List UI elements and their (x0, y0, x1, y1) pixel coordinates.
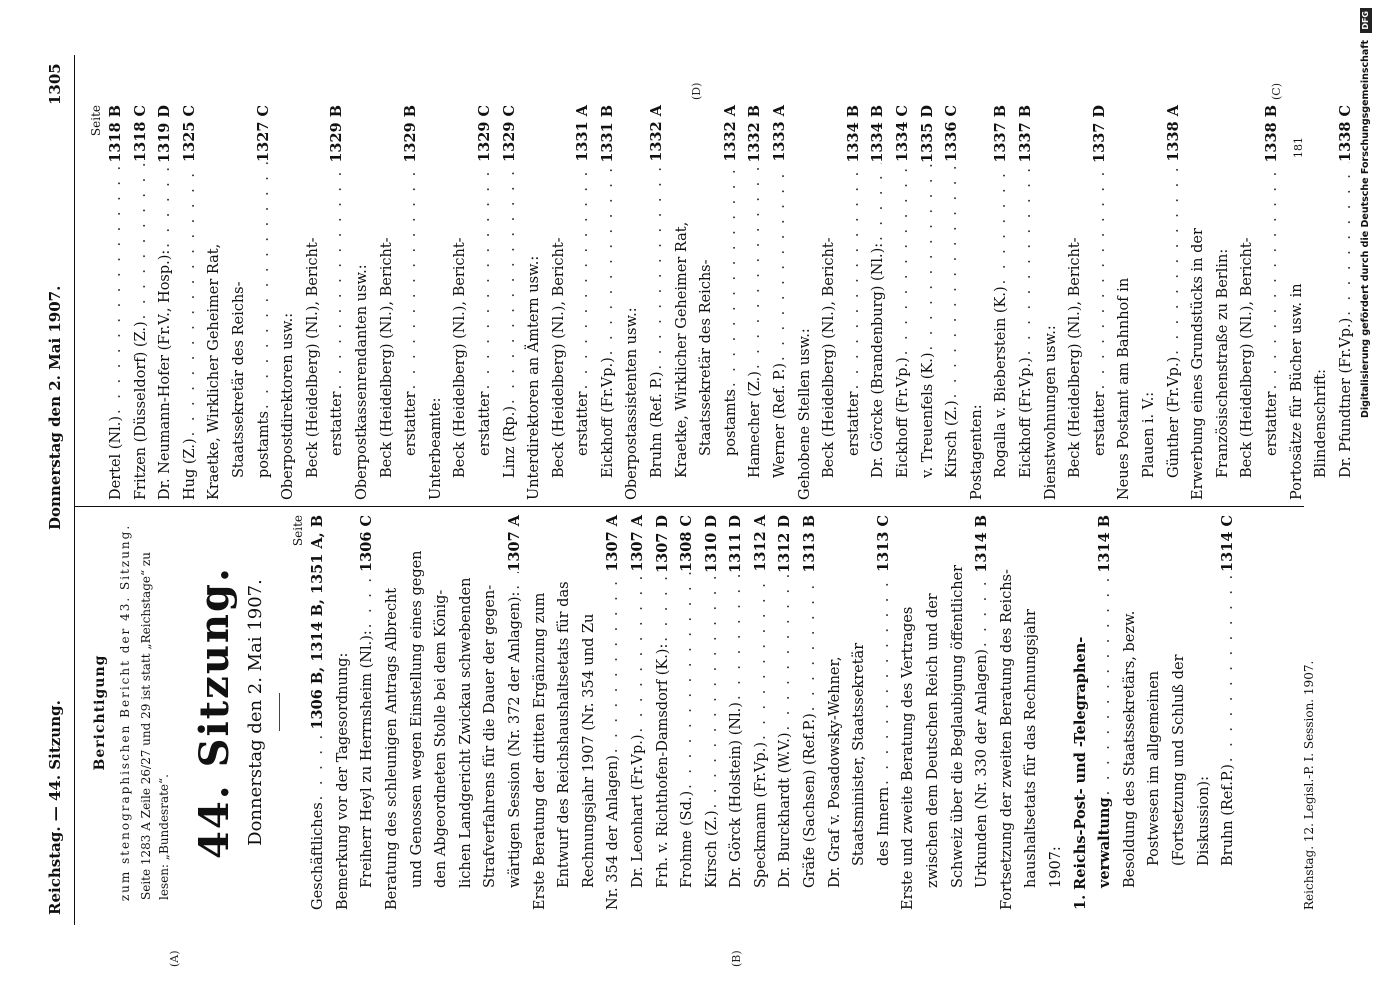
toc-entry-text: Eickhoff (Fr.Vp.) (1017, 357, 1034, 478)
toc-entry-text: Beck (Heidelberg) (Nl.), Bericht- (1067, 237, 1084, 478)
toc-entry-text: Hamecher (Z.) (747, 371, 764, 478)
correction-subtitle: zum stenographischen Bericht der 43. Sitzung. (117, 523, 132, 902)
toc-entry-text: Dr. Neumann-Hofer (Fr.V., Hosp.): (157, 249, 174, 500)
leader-dots (891, 162, 916, 357)
toc-entry-text: Freiherr Heyl zu Herrnsheim (Nl.): (359, 630, 376, 888)
toc-entry-page: 1307 A (505, 515, 523, 572)
toc-entry (306, 515, 331, 910)
toc-entry (1069, 515, 1094, 910)
toc-entry-text: Schweiz über die Beglaubigung öffentlicher (949, 564, 966, 888)
toc-entry-text: Dr. Burckhardt (W.V.) (777, 732, 794, 888)
toc-entry (749, 515, 774, 910)
toc-entry-text: den Abgeordneten Stolle bei dem König- (433, 589, 450, 888)
toc-entry (743, 105, 768, 500)
toc-entry-text: Frh. v. Richthofen-Damsdorf (K.): (654, 643, 671, 888)
toc-entry-text: Französischenstraße zu Berlin: (1214, 248, 1231, 478)
toc-entry-page: 1331 A (574, 105, 592, 162)
correction-line-1: Seite 1283 A Zeile 26/27 und 29 ist statt „Reichstage“ zu (139, 552, 154, 900)
leader-dots (153, 163, 178, 250)
toc-entry-text: Plauen i. V.: (1140, 391, 1157, 478)
toc-entry-page: 1329 C (500, 105, 518, 162)
toc-entry (700, 515, 725, 910)
toc-entry (1063, 105, 1088, 500)
toc-entry-text: und Genossen wegen Einstellung eines gegen (408, 550, 425, 888)
toc-entry (651, 515, 676, 910)
toc-entry-text: Postagenten: (968, 404, 985, 500)
header-rule (74, 55, 75, 925)
toc-entry (178, 105, 203, 500)
toc-entry-text: Beck (Heidelberg) (Nl.), Bericht- (550, 237, 567, 478)
toc-entry-text: Erste Beratung der dritten Ergänzung zum (531, 592, 548, 910)
toc-entry-text: Staatsminister, Staatssekretär (851, 642, 868, 866)
toc-entry-text: Gräfe (Sachsen) (Ref.P.) (802, 713, 819, 888)
leader-dots (970, 573, 995, 649)
toc-entry (1192, 515, 1217, 910)
toc-entry-page: 1312 A (751, 515, 769, 572)
toc-entry-page: 1310 D (702, 515, 720, 573)
toc-entry-text: Rogalla v. Bieberstein (K.) (993, 286, 1010, 478)
toc-entry (571, 105, 596, 500)
toc-entry-page: 1312 D (776, 515, 794, 573)
toc-entry-text: Blindenschrift: (1313, 368, 1330, 478)
footer-signature: Reichstag. 12. Legisl.-P. I. Session. 1907. (1302, 660, 1316, 910)
toc-entry-page: 1332 A (721, 105, 739, 162)
footer-number: 181 (1292, 137, 1305, 158)
toc-entry (970, 515, 995, 910)
toc-entry (847, 515, 872, 910)
toc-entry-page: 1313 C (874, 515, 892, 572)
toc-entry-text: Portosätze für Bücher usw. in (1288, 283, 1305, 500)
toc-entry-page: 1314 C (1219, 515, 1237, 572)
toc-entry (473, 105, 498, 500)
toc-entry (724, 515, 749, 910)
leader-dots (596, 163, 621, 358)
toc-entry (896, 515, 921, 910)
toc-entry-text: Entwurf des Reichshaushaltsetats für das (556, 581, 573, 888)
toc-entry-page: 1314 B (1096, 515, 1114, 573)
toc-entry-text: Günther (Fr.Vp.) (1165, 356, 1182, 478)
seite-label: Seite (291, 515, 306, 547)
toc-entry-text: Beck (Heidelberg) (Nl.), Bericht- (304, 237, 321, 478)
toc-entry-page: 1306 C (358, 515, 376, 572)
toc-entry (946, 515, 971, 910)
toc-entry (375, 105, 400, 500)
margin-mark-d: (D) (690, 82, 703, 100)
toc-entry-text: erstatter (1091, 391, 1108, 456)
toc-entry-text: zwischen dem Deutschen Reich und der (925, 593, 942, 888)
leader-dots (940, 162, 965, 400)
toc-entry-text: Beratung des schleunigen Antrags Albrecht (383, 587, 400, 910)
toc-entry (276, 105, 301, 500)
toc-entry (1112, 105, 1137, 500)
page-number: 1305 (46, 63, 64, 105)
title-separator (279, 694, 280, 732)
toc-entry-page: 1329 B (328, 105, 346, 163)
toc-entry (227, 105, 252, 500)
leader-dots (571, 162, 596, 392)
toc-entry-page: 1334 C (894, 105, 911, 162)
toc-entry (1211, 105, 1236, 500)
toc-entry (773, 515, 798, 910)
toc-entry-text: Beck (Heidelberg) (Nl.), Bericht- (1239, 237, 1256, 478)
toc-entry-text: Besoldung des Staatssekretärs, bezw. (1121, 610, 1138, 888)
toc-entry-text: Dienstwohnungen usw.: (1042, 325, 1059, 500)
session-date: Donnerstag den 2. Mai 1907. (245, 579, 267, 846)
toc-entry (1334, 105, 1359, 500)
toc-entry-text: Rechnungsjahr 1907 (Nr. 354 und Zu (580, 613, 597, 888)
toc-entry-text: Beck (Heidelberg) (Nl.), Bericht- (452, 237, 469, 478)
running-header-right: Donnerstag den 2. Mai 1907. (46, 285, 64, 530)
toc-entry (817, 105, 842, 500)
toc-entry (153, 105, 178, 500)
toc-entry (675, 515, 700, 910)
toc-entry-text: Kirsch (Z.) (944, 400, 961, 478)
leader-dots (178, 162, 203, 438)
toc-entry-text: Beck (Heidelberg) (Nl.), Bericht- (821, 237, 838, 478)
toc-entry-text: 1907: (1048, 846, 1064, 888)
toc-entry-page: 1306 B, 1314 B, 1351 A, B (309, 515, 327, 730)
toc-entry-page: 1334 B (844, 105, 862, 163)
toc-entry-text: lichen Landgericht Zwickau schwebenden (457, 577, 474, 888)
toc-entry-text: Beck (Heidelberg) (Nl.), Bericht- (378, 237, 395, 478)
toc-entry-text: Eickhoff (Fr.Vp.) (895, 357, 911, 478)
toc-entry (1137, 105, 1162, 500)
toc-entry-text: Erste und zweite Beratung des Vertrages (900, 606, 917, 910)
leader-dots (645, 162, 670, 372)
toc-entry (940, 105, 965, 500)
digitization-note (1356, 0, 1376, 1000)
toc-entry-text: erstatter (575, 391, 592, 456)
toc-entry (1162, 105, 1187, 500)
right-column (88, 105, 1358, 500)
toc-entry (399, 105, 424, 500)
correction-title: Berichtigung (92, 654, 108, 771)
toc-entry-page: 1327 C (254, 105, 272, 162)
toc-entry (405, 515, 430, 910)
toc-entry (325, 105, 350, 500)
toc-entry-page: 1329 C (475, 105, 493, 162)
toc-entry (645, 105, 670, 500)
toc-entry-text: Gehobene Stellen usw.: (796, 328, 813, 500)
margin-mark-a: (A) (168, 950, 181, 967)
toc-entry (670, 105, 695, 500)
leader-dots (355, 572, 380, 630)
leader-dots (473, 162, 498, 391)
leader-dots (798, 573, 823, 714)
toc-entry-text: haushaltsetats für das Rechnungsjahr (1023, 609, 1040, 888)
toc-entry-page: 1319 D (156, 105, 174, 163)
toc-entry (1039, 105, 1064, 500)
margin-mark-c: (C) (1270, 83, 1283, 100)
leader-dots (866, 163, 891, 243)
leader-dots (700, 573, 725, 810)
toc-entry-text: (Fortsetzung und Schluß der (1170, 654, 1187, 866)
toc-entry (252, 105, 277, 500)
leader-dots (1093, 573, 1118, 798)
toc-entry-text: Kraetke, Wirklicher Geheimer Rat, (206, 243, 223, 500)
toc-entry (596, 105, 621, 500)
toc-entry (793, 105, 818, 500)
toc-entry (503, 515, 528, 910)
toc-entry (478, 515, 503, 910)
toc-entry (202, 105, 227, 500)
toc-entry-text: Oberpostdirektoren usw.: (280, 312, 297, 500)
correction-body (137, 515, 173, 910)
leader-dots (749, 572, 774, 742)
toc-entry-text: Oberpostkassenrendanten usw.: (353, 264, 370, 500)
toc-entry (380, 515, 405, 910)
toc-entry-text: Bruhn (Ref.P.) (1220, 764, 1237, 866)
toc-entry (448, 105, 473, 500)
leader-dots (743, 163, 768, 371)
digitization-text: Digitalisierung gefördert durch die Deutsche Forschungsgemeinschaft (1360, 39, 1371, 418)
toc-entry-text: Staatssekretär des Reichs- (230, 281, 247, 478)
toc-entry-text: Hug (Z.) (181, 438, 198, 500)
leader-dots (719, 162, 744, 389)
leader-dots (872, 572, 897, 787)
toc-entry (331, 515, 356, 910)
toc-entry-page: 1337 B (1016, 105, 1034, 163)
toc-entry-text: Kraetke, Wirklicher Geheimer Rat, (673, 221, 690, 478)
margin-mark-b: (B) (730, 950, 743, 967)
toc-entry-page: 1318 C (131, 105, 149, 162)
leader-dots (1334, 162, 1359, 318)
toc-entry-page: 1337 D (1090, 105, 1108, 163)
toc-entry (1044, 515, 1069, 910)
toc-entry (104, 105, 129, 500)
toc-entry (866, 105, 891, 500)
toc-entry-page: 1331 B (598, 105, 616, 163)
toc-entry-page: 1307 A (604, 515, 622, 572)
toc-entry (522, 105, 547, 500)
toc-entry-text: Oberpostassistenten usw.: (624, 307, 641, 500)
leader-dots (651, 573, 676, 644)
toc-entry-page: 1333 A (771, 105, 789, 162)
toc-entry-text: Fortsetzung der zweiten Beratung des Reichs- (998, 569, 1015, 910)
leader-dots (916, 163, 941, 352)
toc-entry-text: Dr. Görcke (Brandenburg) (Nl.): (870, 242, 887, 478)
toc-entry-text: Dr. Leonhart (Fr.Vp.) (629, 734, 646, 888)
toc-entry-page: 1308 C (678, 515, 696, 572)
toc-entry-text: wärtigen Session (Nr. 372 der Anlagen): (506, 591, 523, 888)
leader-dots (503, 572, 528, 592)
toc-entry (872, 515, 897, 910)
toc-entry-text: Dertel (Nl.) (108, 415, 124, 500)
toc-entry-text: Nr. 354 der Anlagen) (605, 755, 622, 910)
toc-entry (995, 515, 1020, 910)
toc-entry (1216, 515, 1241, 910)
toc-entry (719, 105, 744, 500)
toc-entry (577, 515, 602, 910)
toc-entry-page: 1336 C (943, 105, 961, 162)
toc-entry (1014, 105, 1039, 500)
toc-entry-text: Dr. Graf v. Posadowsky-Wehner, (826, 656, 843, 888)
toc-entry (454, 515, 479, 910)
toc-entry (1235, 105, 1260, 500)
leader-dots (724, 573, 749, 702)
left-toc-list (306, 515, 1241, 910)
toc-entry (921, 515, 946, 910)
toc-entry (989, 105, 1014, 500)
toc-entry-page: 1332 A (648, 105, 666, 162)
toc-entry-page: 1338 C (1336, 105, 1354, 162)
toc-entry (916, 105, 941, 500)
leader-dots (306, 730, 331, 803)
toc-entry-text: Erwerbung eines Grundstücks in der (1190, 228, 1207, 500)
leader-dots (325, 163, 350, 392)
session-title: 44. Sitzung. (191, 566, 239, 859)
toc-entry-text: Urkunden (Nr. 330 der Anlagen) (974, 649, 991, 888)
column-divider (74, 506, 1304, 507)
toc-entry-text: des Innern (875, 786, 892, 866)
toc-entry (498, 105, 523, 500)
toc-entry-page: 1334 B (869, 105, 887, 163)
toc-entry-page: 1338 A (1164, 105, 1182, 162)
leader-dots (601, 572, 626, 755)
leader-dots (842, 163, 867, 392)
toc-entry-page: 1325 C (180, 105, 198, 162)
toc-entry-text: Bruhn (Ref. P.) (649, 371, 666, 478)
left-column (88, 515, 1241, 910)
toc-entry-text: verwaltung (1096, 797, 1114, 888)
toc-entry (301, 105, 326, 500)
toc-entry-text: Bemerkung vor der Tagesordnung: (334, 652, 351, 910)
toc-entry (891, 105, 916, 500)
toc-entry (1285, 105, 1310, 500)
toc-entry (1309, 105, 1334, 500)
toc-entry-text: erstatter (476, 391, 493, 456)
toc-entry-page: 1318 B (107, 105, 124, 163)
toc-entry-page: 1335 D (918, 105, 936, 163)
toc-entry (694, 105, 719, 500)
toc-entry-text: erstatter (329, 391, 346, 456)
toc-entry-text: Kirsch (Z.) (703, 810, 720, 888)
toc-entry-page: 1338 B (1262, 105, 1280, 163)
toc-entry-page: 1307 D (653, 515, 671, 573)
toc-entry-text: Linz (Rp.) (501, 406, 518, 478)
leader-dots (1162, 162, 1187, 357)
toc-entry (601, 515, 626, 910)
toc-entry-page: 1314 B (973, 515, 991, 573)
toc-entry-text: Dr. Görck (Holstein) (Nl.) (728, 702, 745, 888)
toc-entry (552, 515, 577, 910)
toc-entry-page: 1329 B (402, 105, 420, 163)
toc-entry-text: Diskussion): (1195, 776, 1212, 866)
toc-entry (129, 105, 154, 500)
toc-entry-text: erstatter (403, 391, 420, 456)
toc-entry-text: erstatter (845, 391, 862, 456)
toc-entry-text: v. Treuenfels (K.) (919, 352, 936, 478)
toc-entry-text: Geschäftliches (310, 802, 327, 910)
toc-entry (1019, 515, 1044, 910)
leader-dots (399, 163, 424, 392)
toc-entry (1186, 105, 1211, 500)
toc-entry (1167, 515, 1192, 910)
toc-entry-page: 1307 A (628, 515, 646, 572)
toc-entry-page: 1332 B (746, 105, 764, 163)
leader-dots (768, 162, 793, 363)
toc-entry-text: Fritzen (Düsseldorf) (Z.) (132, 321, 149, 500)
leader-dots (1260, 163, 1285, 392)
leader-dots (1216, 572, 1241, 764)
toc-entry (823, 515, 848, 910)
toc-entry-page: 1337 B (992, 105, 1010, 163)
running-header-left: Reichstag. — 44. Sitzung. (46, 700, 64, 915)
leader-dots (675, 572, 700, 791)
toc-entry-text: postamts (722, 389, 739, 456)
seite-label-right: Seite (89, 105, 103, 137)
toc-entry (528, 515, 553, 910)
toc-entry-text: Neues Postamt am Bahnhof in (1116, 277, 1133, 500)
toc-entry (429, 515, 454, 910)
correction-line-2: lesen: „Bundesrate“. (157, 774, 172, 900)
toc-entry (626, 515, 651, 910)
toc-entry (965, 105, 990, 500)
toc-entry (1118, 515, 1143, 910)
toc-entry-page: 1313 B (801, 515, 819, 573)
toc-entry-text: Unterdirektoren an Ämtern usw.: (526, 255, 543, 500)
leader-dots (1088, 163, 1113, 391)
leader-dots (498, 162, 523, 406)
toc-entry-text: Strafverfahrens für die Dauer der gegen- (482, 584, 499, 888)
toc-entry (355, 515, 380, 910)
toc-entry (798, 515, 823, 910)
toc-entry (424, 105, 449, 500)
toc-entry-text: erstatter (1263, 391, 1280, 456)
toc-entry (620, 105, 645, 500)
leader-dots (1014, 163, 1039, 358)
toc-entry (768, 105, 793, 500)
toc-entry-text: Postwesen im allgemeinen (1146, 670, 1163, 866)
toc-entry (1093, 515, 1118, 910)
toc-entry-text: postamts (255, 411, 272, 478)
toc-entry-text: Unterbeamte: (427, 397, 444, 500)
toc-entry (1260, 105, 1285, 500)
toc-entry-text: Werner (Ref. P.) (772, 362, 789, 478)
toc-entry (547, 105, 572, 500)
toc-entry-text: Speckmann (Fr.Vp.) (752, 741, 769, 888)
leader-dots (773, 573, 798, 733)
toc-entry-text: Dr. Pfundtner (Fr.Vp.) (1337, 317, 1354, 478)
toc-entry (842, 105, 867, 500)
right-toc-list (104, 105, 1358, 500)
toc-entry-page: 1311 D (727, 515, 745, 573)
toc-entry-text: 1. Reichs-Post- und -Telegraphen- (1071, 636, 1089, 910)
toc-entry (1088, 105, 1113, 500)
leader-dots (104, 163, 129, 416)
dfg-logo: DFG (1360, 8, 1372, 33)
toc-entry-text: Eickhoff (Fr.Vp.) (599, 357, 616, 478)
toc-entry-text: Staatssekretär des Reichs- (698, 259, 715, 456)
toc-entry (350, 105, 375, 500)
leader-dots (252, 162, 277, 411)
leader-dots (989, 163, 1014, 287)
leader-dots (626, 572, 651, 735)
leader-dots (129, 162, 154, 321)
toc-entry-text: Frohme (Sd.) (679, 790, 696, 888)
toc-entry (1142, 515, 1167, 910)
